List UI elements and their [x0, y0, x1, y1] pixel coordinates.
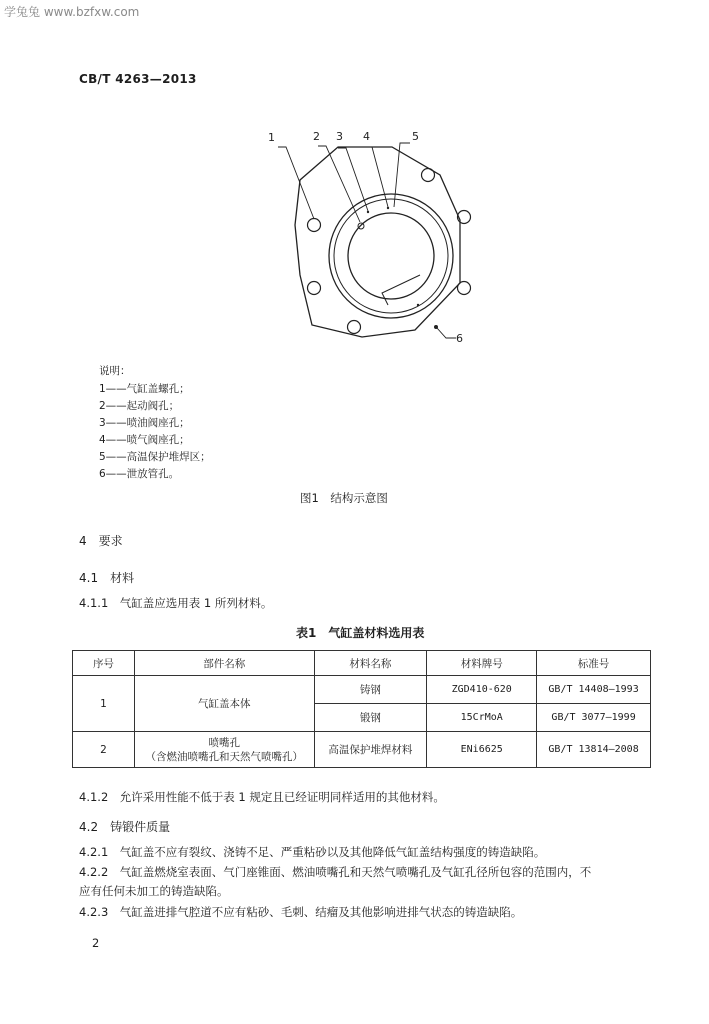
table-header-row — [73, 651, 651, 676]
fuel-valve-mark — [367, 211, 369, 213]
cell-standard: GB/T 13814—2008 — [537, 732, 651, 768]
legend-title: 说明： — [99, 365, 131, 377]
leader-line-6 — [437, 328, 456, 338]
table-row — [73, 732, 651, 768]
clause-4-2-3: 4.2.3 气缸盖进排气腔道不应有粘砂、毛刺、结瘤及其他影响进排气状态的铸造缺陷。 — [79, 905, 523, 919]
flange-outline — [295, 147, 460, 337]
callout-5: 5 — [412, 130, 419, 143]
leader-line-1 — [278, 147, 314, 219]
cell-no: 1 — [73, 676, 135, 732]
cell-part-line-1: 喷嘴孔 — [208, 736, 240, 749]
cell-material: 高温保护堆焊材料 — [314, 732, 427, 768]
clause-4-2-1: 4.2.1 气缸盖不应有裂纹、浇铸不足、严重粘砂以及其他降低气缸盖结构强度的铸造缺陷。 — [79, 845, 546, 859]
header-material: 材料名称 — [314, 651, 427, 676]
material-table — [72, 650, 651, 768]
section-4-2-heading: 4.2 铸锻件质量 — [79, 820, 171, 834]
clause-4-1-2: 4.1.2 允许采用性能不低于表 1 规定且已经证明同样适用的其他材料。 — [79, 790, 445, 804]
bolt-hole — [458, 282, 471, 295]
header-part: 部件名称 — [134, 651, 314, 676]
callout-6: 6 — [456, 332, 463, 345]
gas-valve-mark — [387, 207, 389, 209]
cell-material: 锻钢 — [314, 704, 427, 732]
header-grade: 材料牌号 — [427, 651, 537, 676]
bolt-hole — [308, 282, 321, 295]
figure-caption: 图1 结构示意图 — [300, 491, 388, 505]
clause-4-1-1: 4.1.1 气缸盖应选用表 1 所列材料。 — [79, 596, 273, 610]
document-code: CB/T 4263—2013 — [79, 72, 197, 86]
cell-grade: ENi6625 — [427, 732, 537, 768]
cell-no: 2 — [73, 732, 135, 768]
legend-item-6: 6——泄放管孔。 — [99, 468, 180, 480]
callout-4: 4 — [363, 130, 370, 143]
section-4-heading: 4 要求 — [79, 534, 123, 548]
leader-line-3 — [338, 148, 368, 211]
bolt-hole — [458, 211, 471, 224]
cell-part-line-2: （含燃油喷嘴孔和天然气喷嘴孔） — [145, 750, 303, 763]
bolt-hole — [422, 169, 435, 182]
cylinder-head-bore-inner — [348, 213, 434, 299]
cell-part: 气缸盖本体 — [134, 676, 314, 732]
cell-material: 铸钢 — [314, 676, 427, 704]
callout-1: 1 — [268, 131, 275, 144]
page-number: 2 — [92, 936, 100, 950]
hardfacing-zone — [382, 275, 420, 305]
table-caption: 表1 气缸盖材料选用表 — [296, 626, 425, 640]
cell-part — [134, 732, 314, 768]
legend-item-5: 5——高温保护堆焊区； — [99, 451, 211, 463]
legend-item-3: 3——喷油阀座孔； — [99, 417, 190, 429]
callout-3: 3 — [336, 130, 343, 143]
legend-item-4: 4——喷气阀座孔； — [99, 434, 190, 446]
cell-grade: ZGD410-620 — [427, 676, 537, 704]
table-row — [73, 676, 651, 704]
header-no: 序号 — [73, 651, 135, 676]
bolt-hole — [308, 219, 321, 232]
section-4-1-heading: 4.1 材料 — [79, 571, 135, 585]
cylinder-head-bore-ring — [334, 199, 448, 313]
cell-grade: 15CrMoA — [427, 704, 537, 732]
bolt-hole — [348, 321, 361, 334]
cell-standard: GB/T 14408—1993 — [537, 676, 651, 704]
clause-4-2-2-line-1: 4.2.2 气缸盖燃烧室表面、气门座锥面、燃油喷嘴孔和天然气喷嘴孔及气缸孔径所包容的范围内，不 — [79, 865, 592, 879]
cell-standard: GB/T 3077—1999 — [537, 704, 651, 732]
watermark: 学兔兔 www.bzfxw.com — [4, 5, 140, 19]
header-standard: 标准号 — [537, 651, 651, 676]
leader-line-2 — [318, 146, 360, 222]
structure-diagram — [250, 125, 480, 350]
leader-line-4 — [361, 147, 388, 207]
clause-4-2-2-line-2: 应有任何未加工的铸造缺陷。 — [79, 884, 229, 898]
callout-2: 2 — [313, 130, 320, 143]
legend-item-1: 1——气缸盖螺孔； — [99, 383, 190, 395]
legend-item-2: 2——起动阀孔； — [99, 400, 180, 412]
hole-mark — [417, 304, 419, 306]
